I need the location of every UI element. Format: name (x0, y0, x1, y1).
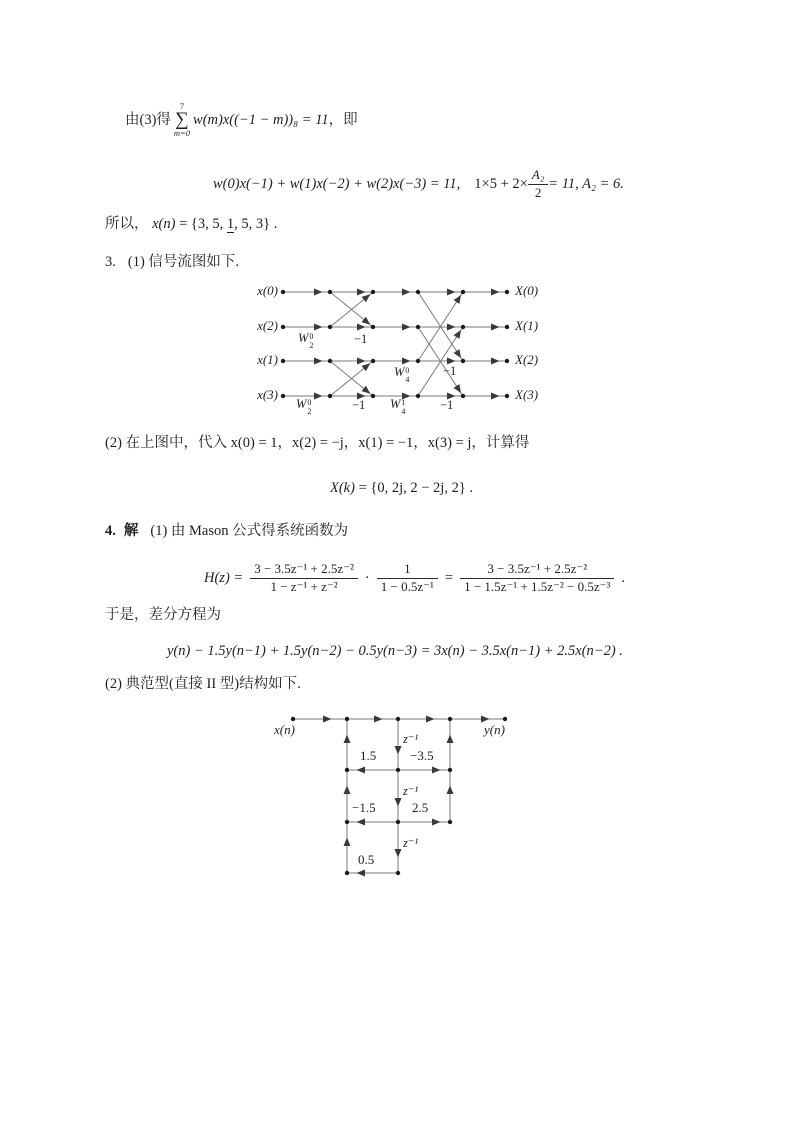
problem-number: 3. (105, 254, 116, 270)
output-label-X2: X(2) (515, 352, 539, 367)
math-expression: = {3, 5, (175, 216, 227, 232)
w-exponent: 0 (307, 398, 312, 407)
problem-3-heading (105, 253, 239, 272)
coefficient-1-5: 1.5 (360, 748, 377, 763)
w-base: W (394, 365, 405, 379)
multiplier-minus1: −1 (352, 398, 366, 412)
butterfly-flowgraph-svg (250, 278, 550, 418)
fraction-denominator: 2 (534, 184, 542, 200)
multiplier-minus1: −1 (440, 398, 454, 412)
twiddle-label-w4-1 (390, 398, 405, 416)
sum-upper-limit: 7 (179, 101, 185, 112)
w-index: 4 (401, 407, 406, 417)
math-expression: 1×5 + 2× (474, 175, 528, 192)
output-label-X0: X(0) (515, 283, 539, 298)
delay-label-z2: z⁻¹ (403, 784, 419, 798)
output-label-X3: X(3) (515, 387, 539, 402)
cjk-text: 于是，差分方程为 (105, 607, 221, 623)
w-index: 2 (307, 407, 312, 417)
fraction-numerator: 3 − 3.5z⁻¹ + 2.5z⁻² (460, 561, 614, 579)
coefficient-minus3-5: −3.5 (410, 748, 434, 763)
multiplier-minus1: −1 (443, 364, 457, 378)
equals-sign: = (444, 569, 454, 586)
w-index: 4 (405, 375, 410, 385)
output-label-yn: y(n) (484, 722, 505, 737)
period: . (621, 569, 626, 586)
output-label-X1: X(1) (515, 318, 539, 333)
summation-symbol (174, 102, 190, 137)
input-label-x3: x(3) (257, 387, 278, 402)
problem-3-part2-text (105, 434, 529, 453)
difference-equation-intro (105, 606, 221, 625)
fraction-2 (377, 561, 438, 596)
problem-number: 4. (105, 523, 116, 539)
w-base: W (296, 397, 307, 411)
math-expression: = {0, 2j, 2 − 2j, 2} . (354, 480, 474, 496)
math-expression: w(0)x(−1) + w(1)x(−2) + w(2)x(−3) = 11, (213, 175, 461, 192)
twiddle-label-w2-0 (298, 332, 313, 350)
cjk-text: (1) 由 Mason 公式得系统函数为 (150, 523, 349, 539)
paragraph-sum-equation (125, 96, 358, 144)
fraction-a2-over-2 (528, 167, 548, 202)
w-exponent: 1 (401, 398, 406, 407)
input-label-x1: x(1) (257, 352, 278, 367)
w-exponent: 0 (405, 366, 410, 375)
underlined-origin-sample: 1 (226, 216, 235, 232)
input-label-x0: x(0) (257, 283, 278, 298)
cjk-text: (2) 典范型(直接 II 型)结构如下. (105, 676, 301, 692)
fraction-numerator: 3 − 3.5z⁻¹ + 2.5z⁻² (250, 561, 358, 579)
coefficient-minus1-5: −1.5 (352, 800, 376, 815)
math-expression: , 5, 3} . (234, 216, 278, 232)
cjk-text: 所以， (105, 216, 149, 232)
direct-form-ii-svg (270, 708, 520, 888)
input-label-xn: x(n) (274, 722, 295, 737)
delay-label-z1: z⁻¹ (403, 732, 419, 746)
fraction-denominator: 1 − 0.5z⁻¹ (380, 578, 434, 594)
direct-form-ii-diagram (270, 708, 520, 893)
math-variable: x(n) (152, 216, 176, 232)
w-base: W (390, 397, 401, 411)
fft-butterfly-diagram (250, 278, 550, 428)
cjk-text: ，即 (328, 111, 358, 128)
cjk-text: (2) 在上图中，代入 x(0) = 1，x(2) = −j，x(1) = −1，x(3) = j，计算得 (105, 435, 530, 451)
sigma-glyph: ∑ (175, 108, 189, 130)
multiplication-dot: · (364, 569, 370, 586)
cjk-text: (1) 信号流图如下. (127, 254, 240, 270)
fraction-numerator: A₂ (528, 167, 548, 185)
twiddle-label-w4-0 (394, 366, 409, 384)
w-exponent: 0 (309, 332, 314, 341)
coefficient-0-5: 0.5 (358, 852, 375, 867)
solution-marker: 解 (123, 523, 139, 539)
multiplier-minus1: −1 (354, 332, 368, 346)
fraction-numerator: 1 (377, 561, 438, 579)
system-function-equation (204, 550, 625, 606)
math-expression: y(n) − 1.5y(n−1) + 1.5y(n−2) − 0.5y(n−3) = 3x(n) − 3.5x(n−1) + 2.5x(n−2) . (167, 643, 623, 659)
math-expression: = 11, A₂ = 6. (548, 175, 624, 192)
w-base: W (298, 331, 309, 345)
problem-4-heading (105, 522, 348, 541)
fraction-denominator: 1 − z⁻¹ + z⁻² (270, 578, 338, 594)
math-variable: X(k) (330, 480, 355, 496)
delay-label-z3: z⁻¹ (403, 836, 419, 850)
result-Xk (330, 479, 473, 498)
fraction-denominator: 1 − 1.5z⁻¹ + 1.5z⁻² − 0.5z⁻³ (464, 578, 611, 594)
equation-w-expansion (213, 164, 624, 204)
result-xn-sequence (105, 215, 277, 234)
coefficient-2-5: 2.5 (412, 800, 429, 815)
hz-lhs: H(z) = (204, 569, 244, 586)
twiddle-label-w2-0b (296, 398, 311, 416)
math-expression: w(m)x((−1 − m))₈ = 11 (193, 111, 329, 128)
w-index: 2 (309, 341, 314, 351)
sum-lower-limit: m=0 (173, 128, 191, 139)
fraction-3 (460, 561, 614, 596)
fraction-1 (250, 561, 358, 596)
cjk-text: 由(3)得 (125, 111, 171, 128)
problem-4-part2-text (105, 675, 301, 694)
input-label-x2: x(2) (257, 318, 278, 333)
difference-equation (167, 642, 623, 661)
